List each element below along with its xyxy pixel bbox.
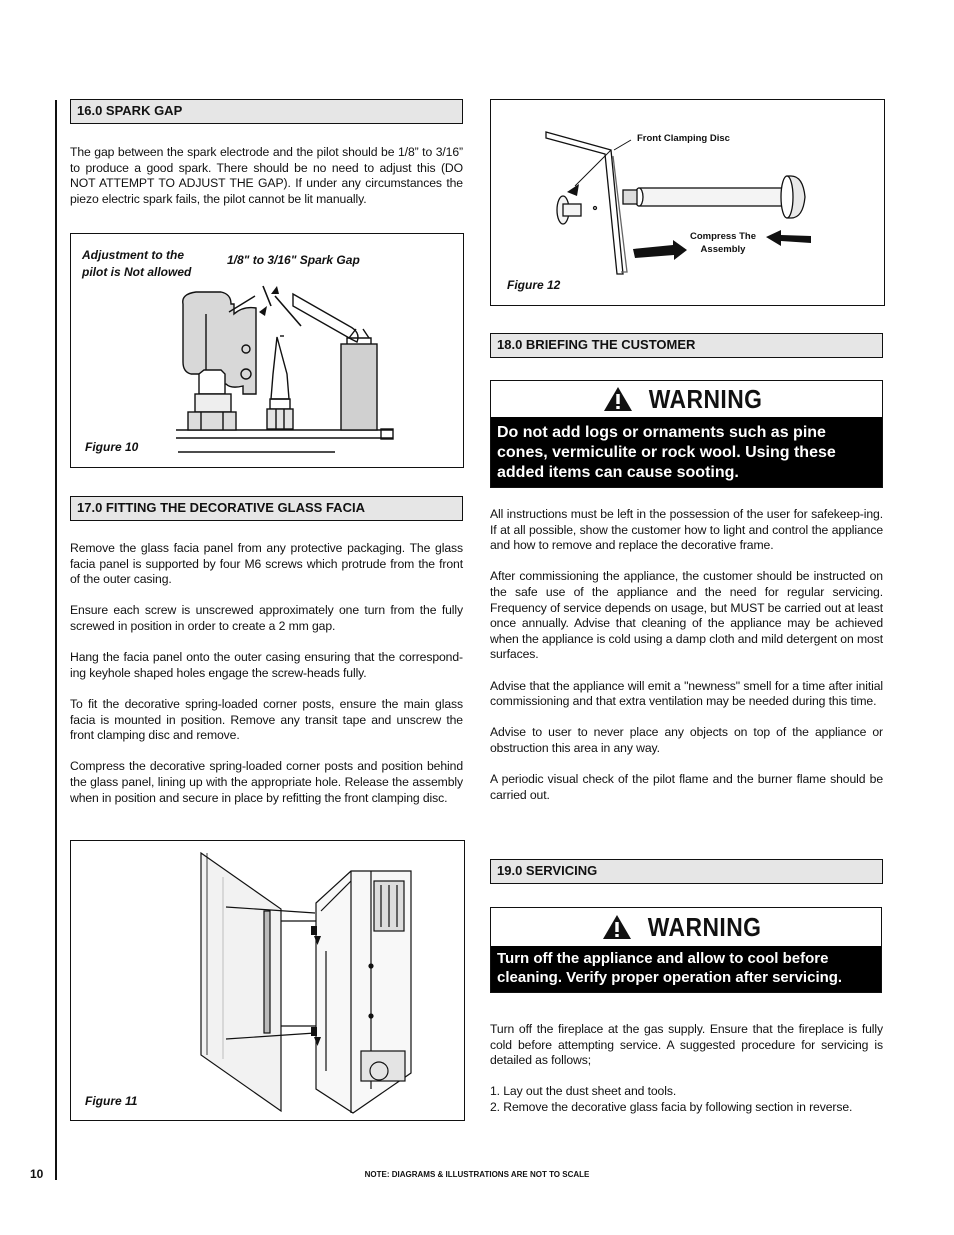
paragraph: The gap between the spark electrode and the pilot should be 1/8” to 3/16” to produce a good spark. There should be no need to adjust this (DO NOT ATTEMPT TO ADJUST THE GAP). If under any circumstances the piezo electric spark fails, the pilot cannot be lit manually. <box>70 145 463 206</box>
section-16-heading: 16.0 SPARK GAP <box>70 99 463 124</box>
paragraph: Hang the facia panel onto the outer casing ensuring that the correspond-ing keyhole shaped holes engage the screw-heads fully. <box>70 650 463 680</box>
warning-title: WARNING <box>648 383 763 414</box>
figure-11-caption: Figure 11 <box>85 1094 138 1108</box>
figure-10-label-adjust-line-2: pilot is Not allowed <box>82 265 192 279</box>
list-item: 1. Lay out the dust sheet and tools. <box>490 1084 677 1099</box>
warning-header <box>491 381 882 417</box>
list-item: 2. Remove the decorative glass facia by following section in reverse. <box>490 1099 853 1114</box>
figure-10-caption: Figure 10 <box>85 440 139 454</box>
paragraph: Advise to user to never place any objects on top of the appliance or obstruction this area in any way. <box>490 725 883 755</box>
paragraph: Ensure each screw is unscrewed approximately one turn from the fully screwed in position in order to create a 2 mm gap. <box>70 603 463 633</box>
figure-12-label-compress-line-1: Compress The <box>690 231 756 242</box>
left-margin-rule <box>55 100 57 1180</box>
warning-triangle-icon <box>602 914 632 940</box>
figure-10-label-adjust-line-1: Adjustment to the <box>82 248 184 262</box>
figure-11 <box>70 840 465 1121</box>
warning-text: Do not add logs or ornaments such as pine cones, vermiculite or rock wool. Using these added items can cause sooting. <box>491 417 882 487</box>
warning-title: WARNING <box>648 911 762 942</box>
figure-12-caption: Figure 12 <box>507 278 561 292</box>
section-16-body <box>70 145 463 223</box>
figure-12-label-compress <box>681 231 765 256</box>
section-17-body <box>70 541 463 822</box>
section-17-heading: 17.0 FITTING THE DECORATIVE GLASS FACIA <box>70 496 463 521</box>
paragraph: Turn off the fireplace at the gas supply. Ensure that the fireplace is fully cold before attempting service. A suggested procedure for servicing is detailed as follows; <box>490 1022 883 1068</box>
glass-facia-diagram <box>71 841 464 1120</box>
warning-triangle-icon <box>603 386 633 412</box>
section-18-body <box>490 507 883 819</box>
clamping-disc-diagram <box>491 100 884 305</box>
warning-box-sooting <box>490 380 883 488</box>
figure-12-label-compress-line-2: Assembly <box>700 243 746 255</box>
warning-text: Turn off the appliance and allow to cool before cleaning. Verify proper operation after servicing. <box>491 946 881 992</box>
figure-10 <box>70 233 464 468</box>
paragraph: A periodic visual check of the pilot flame and the burner flame should be carried out. <box>490 772 883 802</box>
footer-note: NOTE: DIAGRAMS & ILLUSTRATIONS ARE NOT TO SCALE <box>364 1170 590 1179</box>
paragraph: All instructions must be left in the possession of the user for safekeep-ing. If at all possible, show the customer how to light and control the appliance and how to remove and replace the decorative frame. <box>490 507 883 553</box>
paragraph: To fit the decorative spring-loaded corner posts, ensure the main glass facia is mounted in position. Remove any transit tape and unscrew the front clamping disc and remove. <box>70 696 463 743</box>
warning-box-servicing <box>490 907 882 993</box>
servicing-steps <box>490 1084 883 1115</box>
figure-12 <box>490 99 885 306</box>
paragraph: Advise that the appliance will emit a "newness" smell for a time after initial commissioning and that extra ventilation may be needed during this time. <box>490 678 883 709</box>
section-19-heading: 19.0 SERVICING <box>490 859 883 884</box>
section-18-heading: 18.0 BRIEFING THE CUSTOMER <box>490 333 883 358</box>
paragraph: After commissioning the appliance, the customer should be instructed on the safe use of the appliance and the need for regular servicing. Frequency of service depends on usage, but MUST be carried out at least once annually. Advise that cleaning of the appliance may be achieved when the appliance is cold using a damp cloth and mild detergent on most surfaces. <box>490 569 883 662</box>
paragraph: Compress the decorative spring-loaded corner posts and position behind the glass panel, lining up with the appropriate hole. Release the assembly when in position and secure in place by refitting the front clamping disc. <box>70 759 463 805</box>
page-number: 10 <box>30 1167 44 1181</box>
paragraph: Remove the glass facia panel from any protective packaging. The glass facia panel is supported by four M6 screws which protrude from the front of the outer casing. <box>70 541 463 587</box>
figure-12-label-disc: Front Clamping Disc <box>637 133 730 144</box>
warning-header <box>491 908 881 946</box>
figure-10-label-gap: 1/8" to 3/16" Spark Gap <box>227 253 360 267</box>
section-19-body <box>490 1022 883 1116</box>
